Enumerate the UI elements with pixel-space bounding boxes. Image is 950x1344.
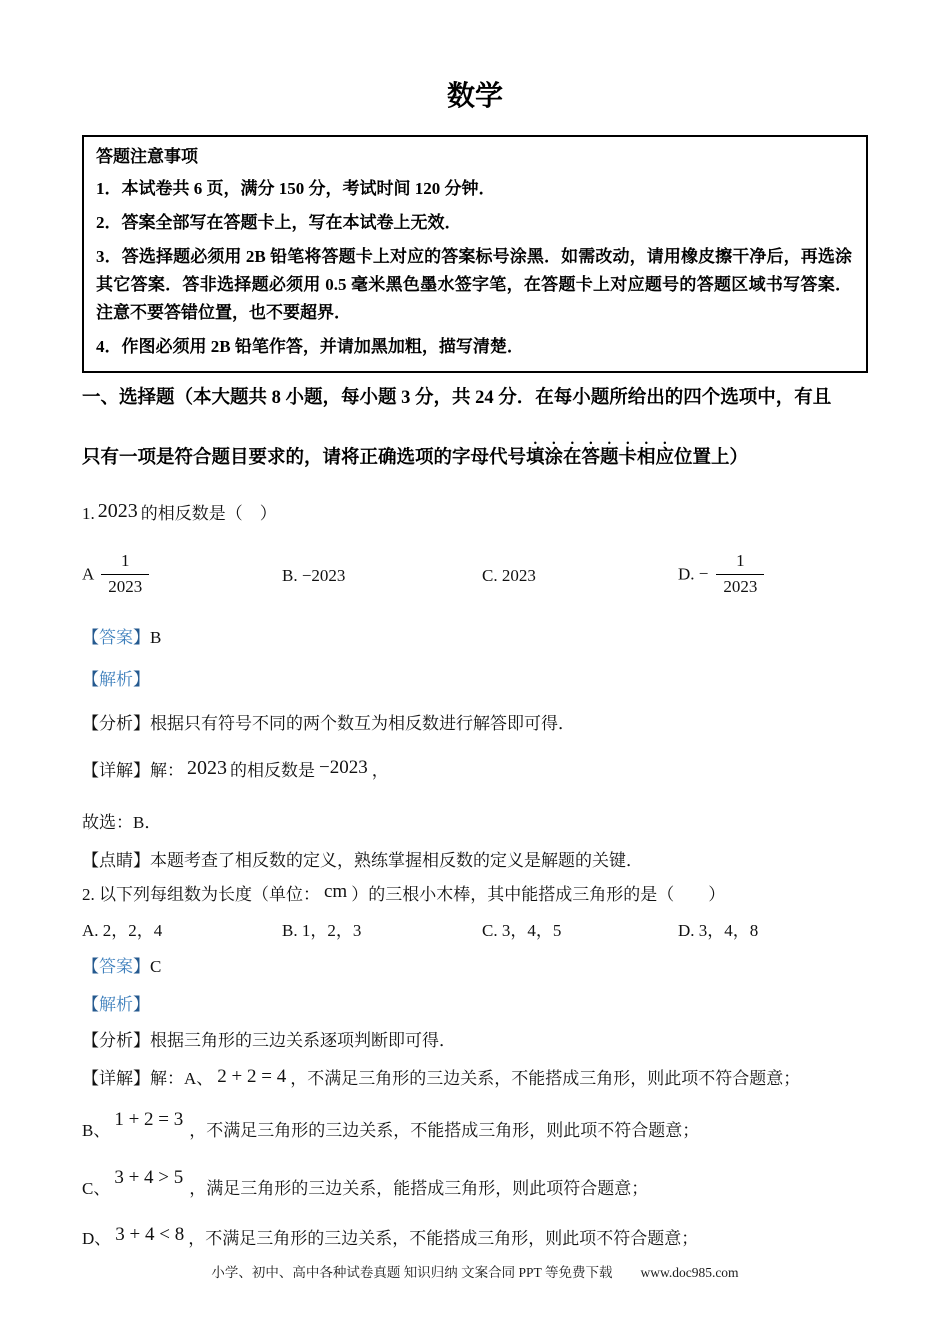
q1-detail-line	[82, 757, 868, 784]
q1-option-c: C. 2023	[482, 566, 536, 585]
q2-detail-b-math: 1 + 2 = 3	[114, 1109, 184, 1130]
fraction-denominator: 2023	[716, 574, 764, 598]
notice-item-4: 4．作图必须用 2B 铅笔作答，并请加黑加粗，描写清楚．	[96, 337, 524, 356]
q1-stem-text: 的相反数是（ ）	[140, 504, 277, 523]
tag-bracket-open: 【	[82, 995, 99, 1014]
fenxi-tag: 【分析】	[82, 1031, 150, 1050]
fraction-numerator: 1	[736, 551, 745, 571]
q2-detail-c-post: ，满足三角形的三边关系，能搭成三角形，则此项符合题意；	[189, 1179, 649, 1198]
q2-analysis-text: 根据三角形的三边关系逐项判断即可得．	[150, 1031, 456, 1050]
q1-number: 1.	[82, 504, 95, 523]
xiangjie-tag: 【详解】	[82, 1069, 150, 1088]
notice-box	[82, 135, 868, 373]
q2-detail-a-pre: 解：A、	[150, 1069, 214, 1088]
q1-option-b: B. −2023	[282, 566, 346, 585]
jiexi-tag	[82, 995, 150, 1014]
dianjing-tag: 【点睛】	[82, 851, 150, 870]
footer-note: 小学、初中、高中各种试卷真题 知识归纳 文案合同 PPT 等免费下载	[211, 1265, 613, 1280]
section-heading-line2	[82, 426, 868, 470]
answer-tag	[82, 628, 150, 647]
tag-bracket-open: 【	[82, 957, 99, 976]
q1-analysis-line	[82, 711, 868, 737]
section-line2-post: 位置上）	[674, 448, 749, 468]
q2-detail-d-math: 3 + 4 < 8	[115, 1224, 185, 1245]
q2-detail-c-line	[82, 1162, 868, 1202]
q2-stem-unit: cm	[324, 881, 348, 902]
q2-detail-a-math: 2 + 2 = 4	[217, 1066, 287, 1087]
q2-detail-b-line	[82, 1104, 868, 1144]
notice-item-3: 3．答选择题必须用 2B 铅笔将答题卡上对应的答案标号涂黑．如需改动，请用橡皮擦干净后，再选涂其它答案．答非选择题必须用 0.5 毫米黑色墨水签字笔，在答题卡上对应题号的答题区域书写答案．注意不要答错位置，也不要超界．	[96, 247, 852, 322]
q1-note-line	[82, 848, 868, 874]
q1-option-a-fraction	[101, 550, 149, 597]
xiangjie-tag: 【详解】	[82, 761, 150, 780]
section-heading-line1: 一、选择题（本大题共 8 小题，每小题 3 分，共 24 分．在每小题所给出的四个选项中，有且	[82, 388, 832, 408]
fenxi-tag: 【分析】	[82, 714, 150, 733]
q2-stem-post: ）的三根小木棒，其中能搭成三角形的是（ ）	[351, 885, 726, 904]
q1-note-text: 本题考查了相反数的定义，熟练掌握相反数的定义是解题的关键．	[150, 851, 643, 870]
answer-tag	[82, 957, 150, 976]
q1-option-d-fraction	[716, 550, 764, 597]
q1-answer-line	[82, 625, 868, 651]
q2-option-b: B. 1，2，3	[282, 921, 362, 940]
q1-option-d-label: D.	[678, 564, 695, 584]
tag-bracket-close: 】	[133, 957, 150, 976]
q2-detail-d-line	[82, 1226, 868, 1252]
q1-analysis-text: 根据只有符号不同的两个数互为相反数进行解答即可得．	[150, 714, 575, 733]
page-title: 数学	[446, 80, 503, 111]
notice-item-1: 1．本试卷共 6 页，满分 150 分，考试时间 120 分钟．	[96, 179, 496, 198]
section-line2-pre: 只有一项是符合题目要求的，请将正确选项的字母代号	[82, 448, 527, 468]
q1-jiexi-line	[82, 667, 868, 693]
q2-detail-b-post: ，不满足三角形的三边关系，不能搭成三角形，则此项不符合题意；	[189, 1121, 700, 1140]
q1-conclusion-line: 故选：B．	[82, 813, 162, 832]
tag-bracket-open: 【	[82, 628, 99, 647]
fraction-numerator: 1	[121, 551, 130, 571]
q2-option-d: D. 3，4，8	[678, 921, 759, 940]
q2-detail-a-line	[82, 1066, 868, 1092]
q2-detail-b-label: B、	[82, 1121, 111, 1140]
q1-options-row	[82, 549, 868, 603]
question-2-stem	[82, 882, 868, 908]
q1-option-d	[678, 552, 868, 599]
footer-url: www.doc985.com	[640, 1265, 739, 1280]
tag-bracket-close: 】	[133, 628, 150, 647]
notice-item-2: 2．答案全部写在答题卡上，写在本试卷上无效．	[96, 213, 462, 232]
q2-detail-d-label: D、	[82, 1229, 112, 1248]
tag-jiexi-label: 解析	[99, 995, 133, 1014]
q1-detail-pre: 解：	[150, 761, 184, 780]
q1-option-a	[82, 552, 282, 599]
q1-option-d-minus: −	[698, 564, 709, 583]
q1-detail-math-1: 2023	[187, 757, 227, 779]
q1-option-a-label: A	[82, 564, 95, 584]
fraction-denominator: 2023	[101, 574, 149, 598]
q2-stem-pre: 2. 以下列每组数为长度（单位：	[82, 885, 320, 904]
q2-analysis-line	[82, 1028, 868, 1054]
q2-detail-c-label: C、	[82, 1179, 111, 1198]
document-body	[0, 135, 950, 1252]
section-line2-emphasized: 填涂在答题卡相应	[526, 448, 675, 468]
question-1-stem	[82, 500, 868, 527]
q2-jiexi-line	[82, 992, 868, 1018]
q1-answer-value: B	[150, 628, 162, 647]
q2-answer-value: C	[150, 957, 162, 976]
q2-option-a: A. 2，2，4	[82, 921, 163, 940]
q1-stem-math: 2023	[97, 500, 138, 522]
q2-answer-line	[82, 954, 868, 980]
q2-option-c: C. 3，4，5	[482, 921, 562, 940]
q2-detail-c-math: 3 + 4 > 5	[114, 1167, 184, 1188]
q2-detail-a-post: ，不满足三角形的三边关系，不能搭成三角形，则此项不符合题意；	[290, 1069, 801, 1088]
footer	[0, 1264, 950, 1282]
tag-bracket-open: 【	[82, 670, 99, 689]
notice-heading: 答题注意事项	[96, 147, 198, 166]
q1-detail-mid: 的相反数是	[230, 761, 315, 780]
q1-detail-math-2: −2023	[319, 757, 368, 778]
tag-answer-label: 答案	[99, 957, 133, 976]
jiexi-tag	[82, 670, 150, 689]
q2-options-row	[82, 920, 868, 942]
q2-detail-d-post: ，不满足三角形的三边关系，不能搭成三角形，则此项不符合题意；	[188, 1229, 699, 1248]
q1-detail-end: ，	[371, 761, 389, 780]
tag-bracket-close: 】	[133, 670, 150, 689]
tag-jiexi-label: 解析	[99, 670, 133, 689]
tag-bracket-close: 】	[133, 995, 150, 1014]
tag-answer-label: 答案	[99, 628, 133, 647]
